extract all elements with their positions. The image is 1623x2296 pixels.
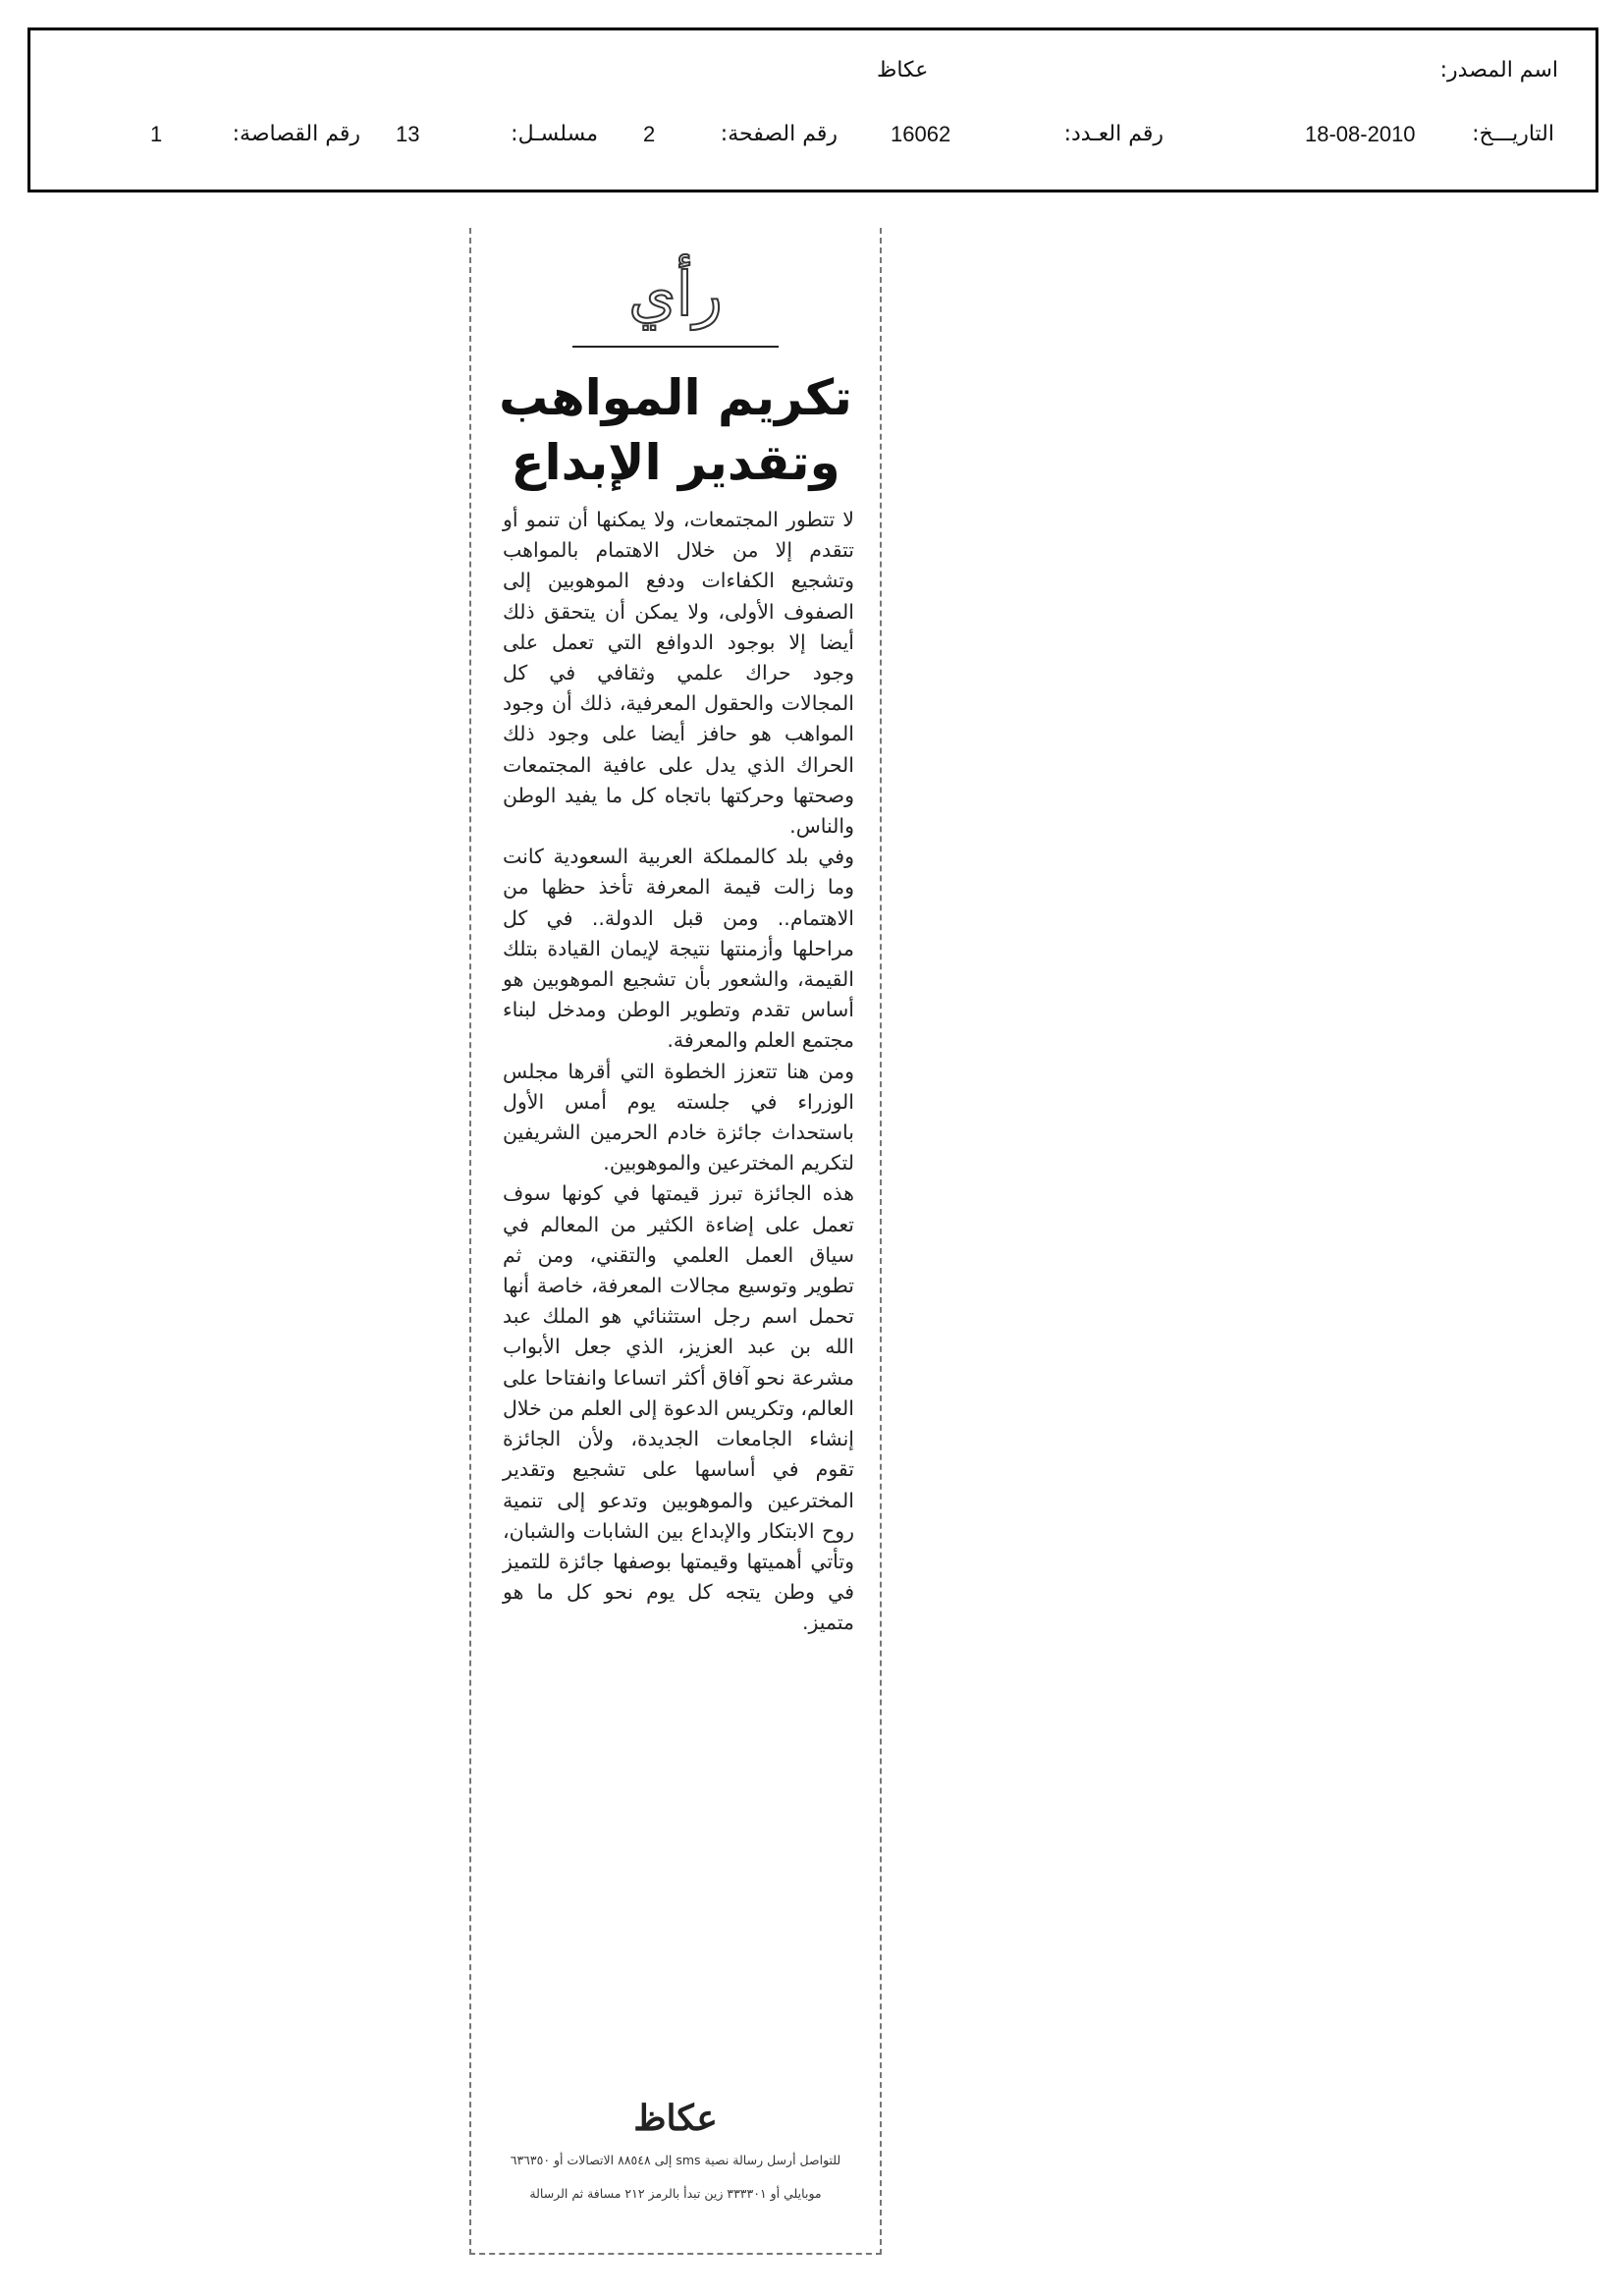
headline-line-2: وتقدير الإبداع (511, 434, 840, 491)
newspaper-clipping (469, 228, 882, 2255)
clip-border-right (880, 228, 882, 2255)
article-body (503, 505, 854, 1639)
issue-label: رقم العـدد: (1063, 122, 1163, 146)
clip-border-bottom (469, 2253, 882, 2255)
paragraph: لا تتطور المجتمعات، ولا يمكنها أن تنمو أو تتقدم إلا من خلال الاهتمام بالمواهب وتشجيع الكفاءات ودفع الموهوبين إلى الصفوف الأولى، ولا يمكن أن يتحقق ذلك أيضا إلا بوجود الدوافع التي تعمل على وجود حراك علمي وثقافي في كل المجالات والحقول المعرفية، ذلك أن وجود المواهب هو حافز أيضا على وجود ذلك الحراك الذي يدل على عافية المجتمعات وصحتها وحركتها باتجاه كل ما يفيد الوطن والناس. (503, 508, 854, 839)
clip-label: رقم القصاصة: (232, 122, 360, 146)
source-value: عكاظ (877, 58, 929, 82)
logo-divider (572, 346, 779, 348)
section-logo: رأي (628, 257, 723, 330)
clipping-header (27, 27, 1598, 192)
paragraph: وفي بلد كالمملكة العربية السعودية كانت وما زالت قيمة المعرفة تأخذ حظها من الاهتمام.. ومن قبل الدولة.. في كل مراحلها وأزمنتها نتيجة لإيمان القيادة بتلك القيمة، والشعور بأن تشجيع الموهوبين هو أساس تقدم وتطوير الوطن ومدخل لبناء مجتمع العلم والمعرفة. (503, 845, 854, 1053)
article-headline (489, 365, 862, 495)
page-value: 2 (643, 122, 656, 146)
contact-line-1: للتواصل أرسل رسالة نصية sms إلى ٨٨٥٤٨ الاتصالات أو ٦٣٦٣٥٠ (510, 2153, 841, 2167)
date-label: التاريـــخ: (1472, 122, 1554, 146)
serial-value: 13 (396, 122, 420, 146)
contact-line-2: موبايلي أو ٣٣٣٣٠١ زين تبدأ بالرمز ٢١٢ مسافة ثم الرسالة (529, 2186, 822, 2201)
clip-border-left (469, 228, 471, 2255)
issue-value: 16062 (891, 122, 951, 146)
date-value: 18-08-2010 (1305, 122, 1416, 146)
page-label: رقم الصفحة: (720, 122, 838, 146)
paragraph: ومن هنا تتعزز الخطوة التي أقرها مجلس الوزراء في جلسته يوم أمس الأول باستحداث جائزة خادم الحرمين الشريفين لتكريم المخترعين والموهوبين. (503, 1059, 854, 1175)
source-label: اسم المصدر: (1439, 58, 1558, 82)
headline-line-1: تكريم المواهب (499, 369, 852, 426)
clip-value: 1 (150, 122, 163, 146)
serial-label: مسلسـل: (511, 122, 598, 146)
paragraph: هذه الجائزة تبرز قيمتها في كونها سوف تعمل على إضاءة الكثير من المعالم في سياق العمل العلمي والتقني، ومن ثم تطوير وتوسيع مجالات المعرفة، خاصة أنها تحمل اسم رجل استثنائي هو الملك عبد الله بن عبد العزيز، الذي جعل الأبواب مشرعة نحو آفاق أكثر اتساعا وانفتاحا على العالم، وتكريس الدعوة إلى العلم من خلال إنشاء الجامعات الجديدة، ولأن الجائزة تقوم في أساسها على تشجيع وتقدير المخترعين والموهوبين وتدعو إلى تنمية روح الابتكار والإبداع بين الشابات والشبان، وتأتي أهميتها وقيمتها بوصفها جائزة للتميز في وطن يتجه كل يوم نحو كل ما هو متميز. (503, 1181, 854, 1635)
newspaper-signature: عكاظ (633, 2098, 718, 2139)
